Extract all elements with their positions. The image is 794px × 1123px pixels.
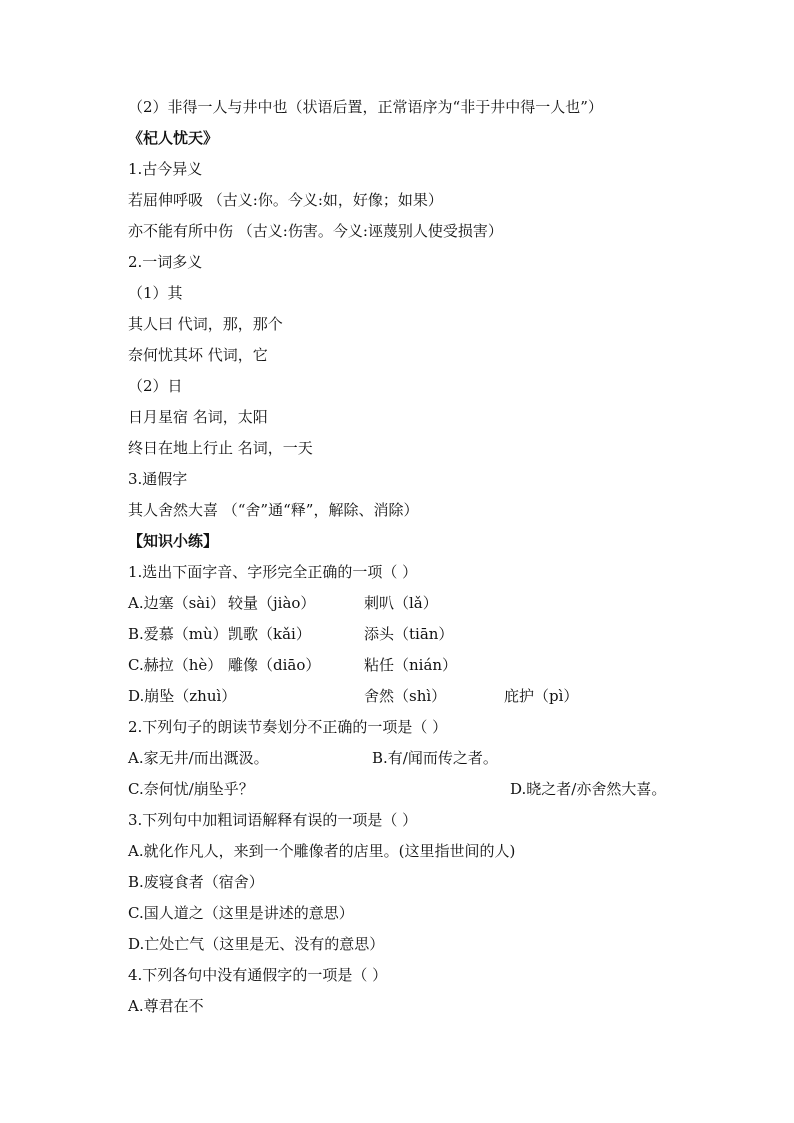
option-item: A.边塞（sài） <box>128 594 226 612</box>
question-stem: 3.下列句中加粗词语解释有误的一项是（ ） <box>128 811 418 829</box>
question-option-row <box>128 588 688 619</box>
text-line: （2）日 <box>128 377 183 395</box>
option-item: 舍然（shì） <box>364 687 447 705</box>
question-stem: 4.下列各句中没有通假字的一项是（ ） <box>128 966 388 984</box>
text-line: 终日在地上行止 名词，一天 <box>128 439 313 457</box>
option-item: 庇护（pì） <box>504 687 579 705</box>
option-item: B.爱慕（mù） <box>128 625 228 643</box>
option-item: 粘任（nián） <box>364 656 458 674</box>
text-line: 奈何忧其坏 代词，它 <box>128 346 268 364</box>
option-item: D.崩坠（zhuì） <box>128 687 237 705</box>
option-item: D.晓之者/亦舍然大喜。 <box>510 780 667 798</box>
option-item: 较量（jiào） <box>228 594 316 612</box>
question-stem: 2.下列句子的朗读节奏划分不正确的一项是（ ） <box>128 718 448 736</box>
question-option-row <box>128 681 688 712</box>
section-title: 【知识小练】 <box>128 532 219 550</box>
text-line: 若屈伸呼吸 （古义:你。今义:如，好像；如果） <box>128 191 443 209</box>
section-title: 《杞人忧天》 <box>128 129 219 147</box>
option-item: A.就化作凡人，来到一个雕像者的店里。(这里指世间的人) <box>128 842 516 860</box>
question-option-row <box>128 619 688 650</box>
option-item: B.有/闻而传之者。 <box>372 749 498 767</box>
option-item: A.家无井/而出溉汲。 <box>128 749 269 767</box>
subheading: 2.一词多义 <box>128 253 203 271</box>
option-item: C.奈何忧/崩坠乎？ <box>128 780 254 798</box>
document-page <box>128 92 688 1022</box>
text-line: 其人舍然大喜 （“舍”通“释”，解除、消除） <box>128 501 419 519</box>
subheading: 1.古今异义 <box>128 160 203 178</box>
option-item: D.亡处亡气（这里是无、没有的意思） <box>128 935 385 953</box>
option-item: 雕像（diāo） <box>228 656 321 674</box>
option-item: C.国人道之（这里是讲述的意思） <box>128 904 354 922</box>
question-option-row <box>128 743 688 774</box>
subheading: 3.通假字 <box>128 470 188 488</box>
text-line: 其人曰 代词，那，那个 <box>128 315 283 333</box>
question-option-row <box>128 650 688 681</box>
question-option-row <box>128 774 688 805</box>
text-line: （1）其 <box>128 284 183 302</box>
question-stem: 1.选出下面字音、字形完全正确的一项（ ） <box>128 563 418 581</box>
option-item: 刺叭（lǎ） <box>364 594 438 612</box>
text-line: 日月星宿 名词，太阳 <box>128 408 268 426</box>
text-line: 亦不能有所中伤 （古义:伤害。今义:诬蔑别人使受损害） <box>128 222 503 240</box>
option-item: A.尊君在不 <box>128 997 204 1015</box>
option-item: 凯歌（kǎi） <box>228 625 311 643</box>
option-item: C.赫拉（hè） <box>128 656 223 674</box>
text-line: （2）非得一人与井中也（状语后置，正常语序为“非于井中得一人也”） <box>128 98 603 116</box>
option-item: 添头（tiān） <box>364 625 454 643</box>
option-item: B.废寝食者（宿舍） <box>128 873 264 891</box>
